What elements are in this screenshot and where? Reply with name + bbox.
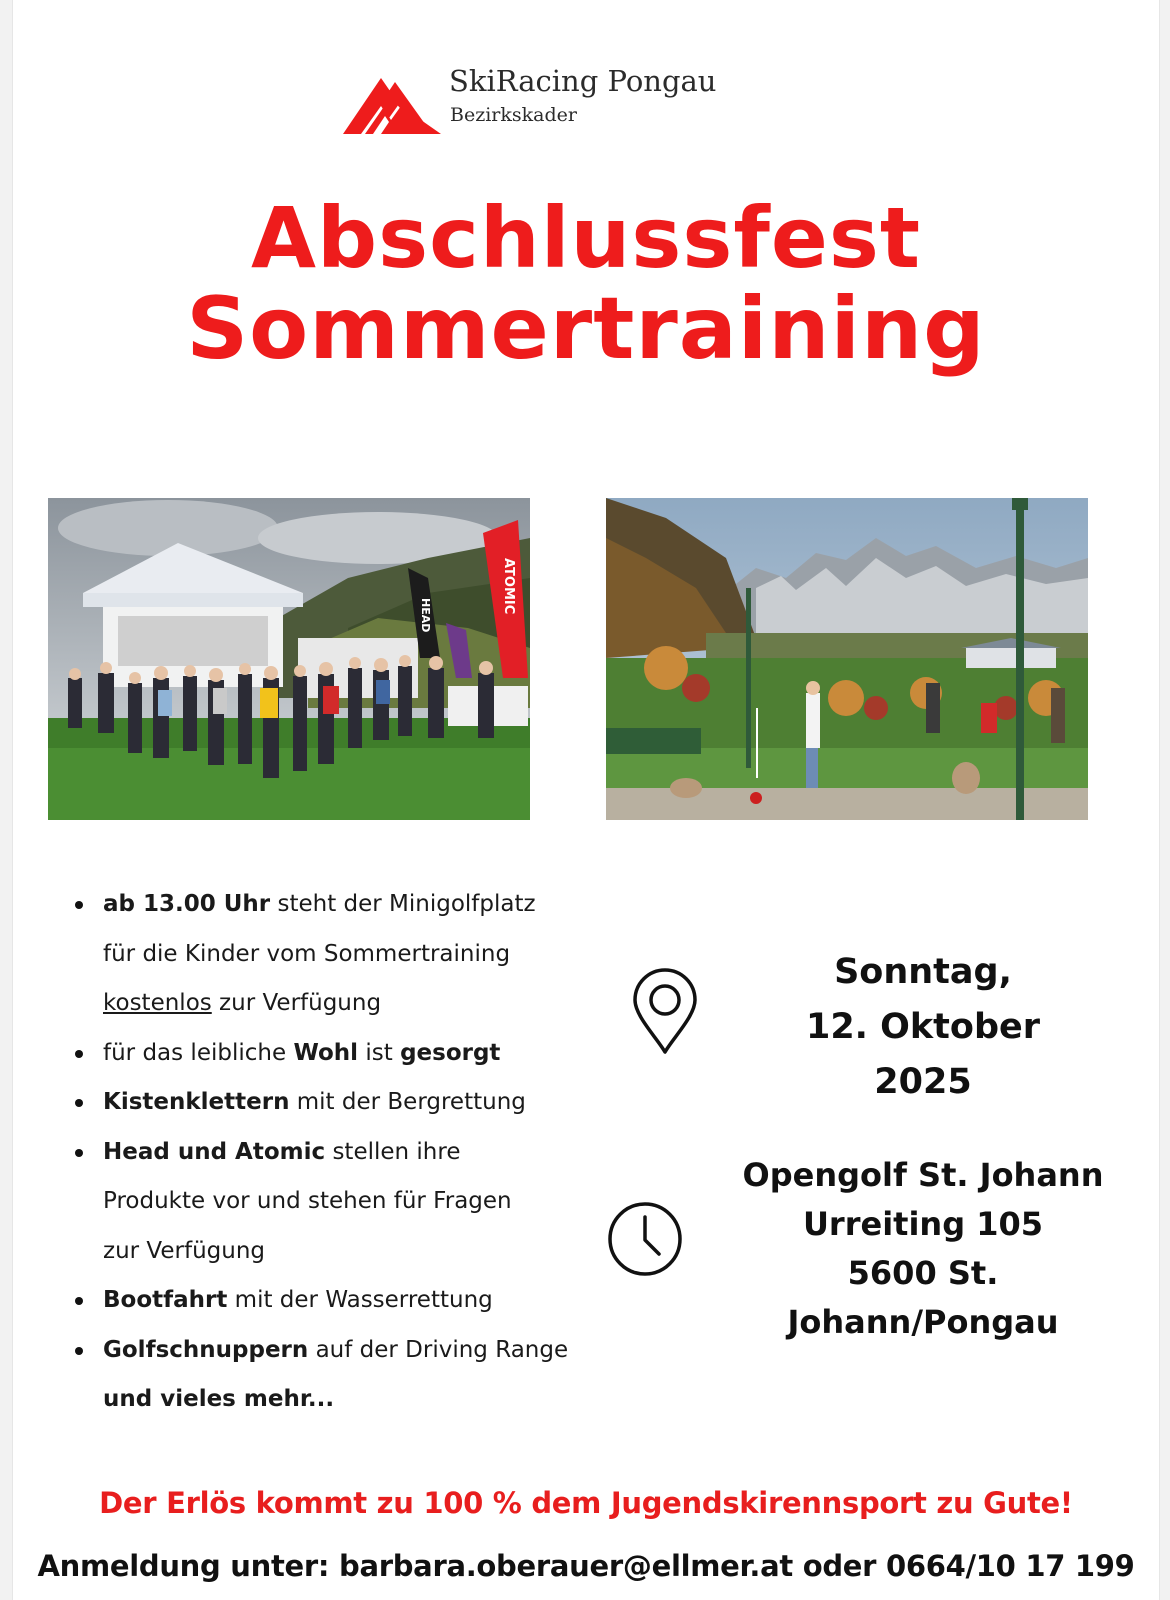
skiracing-logo: [343, 64, 763, 144]
event-location: [733, 1151, 1113, 1347]
list-item: Kistenklettern mit der Bergrettung: [63, 1078, 623, 1128]
proceeds-note: Der Erlös kommt zu 100 % dem Jugendskirennsport zu Gute!: [99, 1486, 1073, 1520]
date-year: 2025: [874, 1062, 972, 1102]
location-venue: Opengolf St. Johann: [742, 1156, 1104, 1194]
brand-subtitle: Bezirkskader: [450, 104, 577, 126]
location-town: Johann/Pongau: [787, 1303, 1059, 1341]
activities-list: [63, 880, 623, 1425]
atomic-banner-text: ATOMIC: [501, 558, 516, 615]
map-pin-icon: [631, 968, 699, 1056]
mountain-logo-icon: [343, 72, 441, 134]
list-item: Head und Atomic stellen ihre Produkte vor und stehen für Fragen zur Verfügung: [63, 1128, 623, 1277]
location-street: Urreiting 105: [802, 1205, 1044, 1243]
event-date: [733, 945, 1113, 1110]
list-item: für das leibliche Wohl ist gesorgt: [63, 1029, 623, 1079]
event-tent-crowd-photo: [48, 498, 530, 820]
list-item: Golfschnuppern auf der Driving Range: [63, 1326, 623, 1376]
head-banner-text: HEAD: [419, 598, 432, 633]
minigolf-course-mountains-photo: [606, 498, 1088, 820]
list-closing: und vieles mehr...: [103, 1386, 335, 1412]
event-title-line2: Sommertraining: [186, 279, 986, 379]
flyer-page: [12, 0, 1160, 1600]
signup-contact: Anmeldung unter: barbara.oberauer@ellmer.at oder 0664/10 17 199: [37, 1549, 1135, 1583]
event-title-line1: Abschlussfest: [251, 189, 921, 287]
list-item: ab 13.00 Uhr steht der Minigolfplatz für die Kinder vom Sommertraining kostenlos zur Verfügung: [63, 880, 623, 1029]
location-zip: 5600 St.: [847, 1254, 999, 1292]
list-item: Bootfahrt mit der Wasserrettung: [63, 1276, 623, 1326]
date-weekday: Sonntag,: [834, 952, 1012, 992]
date-day-month: 12. Oktober: [805, 1007, 1041, 1047]
clock-icon: [606, 1200, 684, 1278]
brand-name: SkiRacing Pongau: [449, 64, 717, 98]
